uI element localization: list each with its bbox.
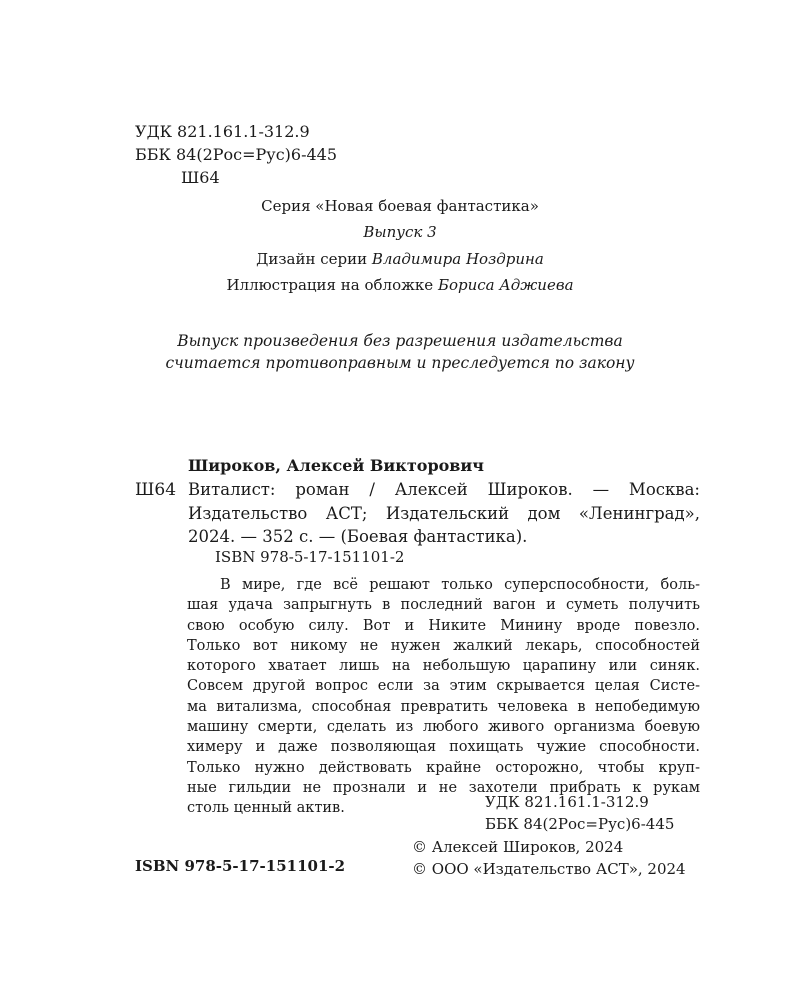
copyright-publisher: © ООО «Издательство АСТ», 2024	[412, 860, 686, 878]
bbk-code: ББК 84(2Рос=Рус)6-445	[135, 145, 338, 164]
annotation-line: столь ценный актив.	[187, 800, 345, 817]
annotation-line: ма витализма, способная превратить человека в непобедимую	[187, 698, 700, 715]
isbn-bottom: ISBN 978-5-17-151101-2	[135, 857, 346, 875]
annotation-line: которого хватает лишь на небольшую царапину или синяк.	[187, 658, 700, 675]
series-design-credit	[0, 250, 800, 268]
illustration-prefix: Иллюстрация на обложке	[226, 276, 434, 294]
series-line: Серия «Новая боевая фантастика»	[261, 197, 539, 215]
annotation-line: Только вот никому не нужен жалкий лекарь, способностей	[187, 637, 700, 654]
bib-author: Широков, Алексей Викторович	[188, 456, 484, 475]
annotation-line: свою особую силу. Вот и Никите Минину вроде повезло.	[187, 617, 700, 634]
annotation-line: ные гильдии не прознали и не захотели прибрать к рукам	[187, 779, 700, 796]
annotation-line: машину смерти, сделать из любого живого организма боевую	[187, 719, 700, 736]
annotation-line: Только нужно действовать крайне осторожно, чтобы круп-	[187, 759, 700, 776]
udk-code-bottom: УДК 821.161.1-312.9	[485, 793, 649, 811]
illustration-name: Бориса Аджиева	[437, 276, 574, 294]
author-sign: Ш64	[181, 168, 220, 187]
warning-line-1: Выпуск произведения без разрешения издательства	[177, 332, 623, 350]
bib-author-sign: Ш64	[135, 480, 177, 500]
bib-description	[188, 478, 700, 549]
design-name: Владимира Ноздрина	[371, 250, 544, 268]
copyright-author: © Алексей Широков, 2024	[412, 838, 624, 856]
annotation-line: Совсем другой вопрос если за этим скрывается целая Систе-	[187, 678, 700, 695]
annotation-line: шая удача запрыгнуть в последний вагон и суметь получить	[187, 597, 700, 614]
bbk-code-bottom: ББК 84(2Рос=Рус)6-445	[485, 815, 675, 833]
classification-top	[135, 120, 337, 189]
series-illustration-credit	[0, 276, 800, 294]
warning-line-2: считается противоправным и преследуется по закону	[165, 354, 635, 372]
bib-line: Издательство АСТ; Издательский дом «Ленинград»,	[188, 503, 700, 523]
bib-isbn: ISBN 978-5-17-151101-2	[215, 548, 405, 566]
copyright-block	[412, 836, 686, 880]
udk-code: УДК 821.161.1-312.9	[135, 122, 310, 141]
bib-line: Виталист: роман / Алексей Широков. — Москва:	[188, 480, 700, 499]
design-prefix: Дизайн серии	[256, 250, 368, 268]
annotation	[187, 575, 700, 819]
annotation-line: химеру и даже позволяющая похищать чужие способности.	[187, 739, 700, 756]
classification-bottom	[485, 791, 674, 835]
annotation-line: В мире, где всё решают только суперспособности, боль-	[220, 577, 700, 593]
copyright-warning	[0, 330, 800, 374]
bib-line: 2024. — 352 с. — (Боевая фантастика).	[188, 527, 528, 546]
series-issue: Выпуск 3	[363, 223, 437, 241]
